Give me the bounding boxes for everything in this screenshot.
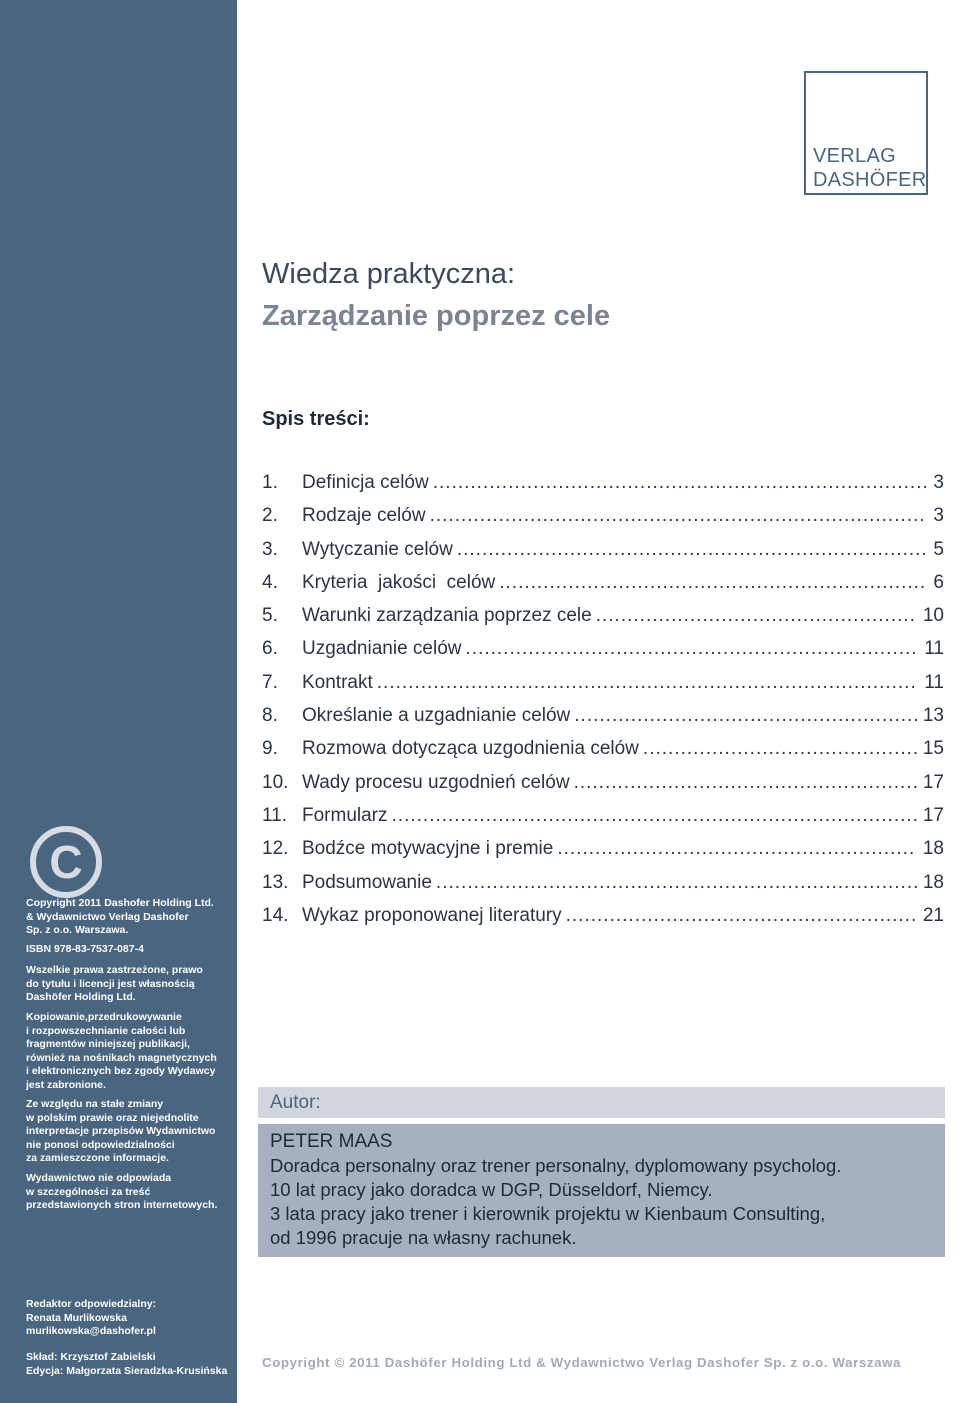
toc-item[interactable] [262,738,944,771]
production-info [26,1351,226,1378]
copyright-notice [26,897,226,938]
copyright-line: & Wydawnictwo Verlag Dashofer [26,910,189,923]
author-bio [258,1124,945,1257]
toc-item-page: 18 [922,838,944,860]
toc-item-number: 10. [262,771,289,793]
toc-heading: Spis treści: [262,408,370,430]
footer-copyright: Copyright © 2011 Dashöfer Holding Ltd & Wydawnictwo Verlag Dashofer Sp. z o.o. Warszawa [262,1355,902,1370]
toc-leader-dots [596,605,917,627]
links-line: w szczególności za treść [26,1185,151,1198]
toc-item-page: 3 [933,472,944,493]
toc-item-number: 2. [262,505,278,527]
copyright-line: Sp. z o.o. Warszawa. [26,924,129,937]
links-line: Wydawnictwo nie odpowiada [26,1172,172,1184]
toc-leader-dots [430,505,926,527]
toc-item[interactable] [262,872,944,905]
toc-leader-dots [457,539,926,561]
publisher-logo [804,71,928,195]
toc-leader-dots [436,872,917,894]
toc-item-number: 5. [262,605,278,627]
liability-line: nie ponosi odpowiedzialności [26,1138,175,1151]
toc-item-title: Rodzaje celów [302,505,426,527]
toc-leader-dots [499,572,926,594]
logo-line-2: DASHÖFER [813,169,927,191]
toc-leader-dots [392,805,917,827]
links-notice [26,1172,226,1213]
toc-item-title: Warunki zarządzania poprzez cele [302,605,592,627]
copyright-symbol-glyph: C [49,836,83,888]
author-name: PETER MAAS [270,1131,393,1152]
toc-item-page: 21 [922,904,944,926]
toc-leader-dots [574,705,917,727]
toc-item[interactable] [262,472,944,505]
production-line: Skład: Krzysztof Zabielski [26,1351,156,1363]
toc-item-page: 11 [924,671,944,693]
toc-item-title: Definicja celów [302,472,429,493]
toc-item-page: 18 [922,871,944,893]
toc-item-page: 15 [922,738,944,760]
liability-notice [26,1098,226,1166]
toc-item-page: 10 [922,605,944,627]
toc-item-title: Podsumowanie [302,871,432,893]
toc-item[interactable] [262,505,944,538]
toc-item[interactable] [262,705,944,738]
copying-line: i elektronicznych bez zgody Wydawcy [26,1065,216,1078]
toc-item[interactable] [262,905,944,938]
toc-item-number: 13. [262,871,289,893]
copying-line: jest zabronione. [26,1078,106,1091]
author-bio-line: od 1996 pracuje na własny rachunek. [270,1227,577,1248]
production-line: Edycja: Małgorzata Sieradzka-Krusińska [26,1364,228,1377]
page-title-line-1: Wiedza praktyczna: [262,258,516,290]
toc-item-title: Wytyczanie celów [302,538,453,560]
toc-item-number: 14. [262,904,289,926]
editor-email[interactable]: murlikowska@dashofer.pl [26,1325,156,1338]
toc-item-page: 3 [933,505,944,527]
toc-item-page: 17 [922,771,944,793]
toc-item[interactable] [262,772,944,805]
toc-item-title: Określanie a uzgadnianie celów [302,705,571,727]
toc-item-page: 11 [924,638,944,660]
toc-leader-dots [377,672,919,694]
liability-line: w polskim prawie oraz niejednolite [26,1111,199,1124]
author-box [258,1087,945,1257]
toc-item-title: Bodźce motywacyjne i premie [302,838,554,860]
toc-item-page: 13 [922,705,944,727]
table-of-contents [262,472,944,938]
rights-line: do tytułu i licencji jest własnością [26,977,195,990]
toc-item[interactable] [262,572,944,605]
editor-info [26,1298,226,1339]
toc-item-title: Uzgadnianie celów [302,638,462,660]
copying-line: fragmentów niniejszej publikacji, [26,1038,190,1051]
toc-item[interactable] [262,605,944,638]
copying-notice [26,1011,226,1093]
toc-item-number: 3. [262,538,278,560]
toc-leader-dots [557,838,917,860]
editor-line: Redaktor odpowiedzialny: [26,1298,157,1310]
toc-item-number: 11. [262,804,288,826]
toc-leader-dots [566,905,917,927]
isbn-text: ISBN 978-83-7537-087-4 [26,943,144,955]
rights-line: Wszelkie prawa zastrzeżone, prawo [26,964,203,976]
toc-item[interactable] [262,838,944,871]
liability-line: za zamieszczone informacje. [26,1152,169,1165]
isbn-number [26,943,226,957]
toc-item-number: 7. [262,671,278,693]
toc-item-number: 6. [262,638,278,660]
toc-leader-dots [643,738,917,760]
toc-item-title: Formularz [302,804,388,826]
links-line: przedstawionych stron internetowych. [26,1199,218,1212]
toc-item-page: 17 [922,804,944,826]
toc-item-title: Wykaz proponowanej literatury [302,904,562,926]
author-bio-line: 3 lata pracy jako trener i kierownik projektu w Kienbaum Consulting, [270,1203,826,1224]
author-label: Autor: [258,1087,945,1118]
toc-item-page: 6 [933,571,944,593]
logo-line-1: VERLAG [813,145,896,167]
toc-leader-dots [466,638,919,660]
copyright-icon [30,826,102,898]
toc-item[interactable] [262,638,944,671]
toc-item-title: Wady procesu uzgodnień celów [302,771,570,793]
page-title-line-2: Zarządzanie poprzez cele [262,300,611,332]
toc-item[interactable] [262,805,944,838]
author-bio-line: 10 lat pracy jako doradca w DGP, Düsseldorf, Niemcy. [270,1179,713,1200]
rights-notice [26,964,226,1005]
toc-item-number: 8. [262,705,278,727]
toc-leader-dots [433,472,926,494]
toc-item[interactable] [262,539,944,572]
toc-item-page: 5 [933,538,944,560]
editor-line: Renata Murlikowska [26,1311,127,1324]
toc-item-title: Kontrakt [302,671,373,693]
copying-line: Kopiowanie,przedrukowywanie [26,1011,182,1023]
toc-leader-dots [574,772,917,794]
toc-item-number: 4. [262,571,278,593]
author-bio-line: Doradca personalny oraz trener personalny, dyplomowany psycholog. [270,1155,842,1176]
toc-item-number: 1. [262,472,278,493]
toc-item-title: Rozmowa dotycząca uzgodnienia celów [302,738,639,760]
sidebar-panel [0,0,237,1403]
copying-line: i rozpowszechnianie całości lub [26,1024,186,1037]
rights-line: Dashöfer Holding Ltd. [26,991,136,1004]
toc-item-number: 9. [262,738,278,760]
toc-item-title: Kryteria jakości celów [302,571,496,593]
toc-item[interactable] [262,672,944,705]
liability-line: interpretacje przepisów Wydawnictwo [26,1125,216,1138]
copyright-line: Copyright 2011 Dashofer Holding Ltd. [26,897,214,909]
toc-item-number: 12. [262,838,289,860]
copying-line: również na nośnikach magnetycznych [26,1051,217,1064]
liability-line: Ze względu na stałe zmiany [26,1098,164,1110]
